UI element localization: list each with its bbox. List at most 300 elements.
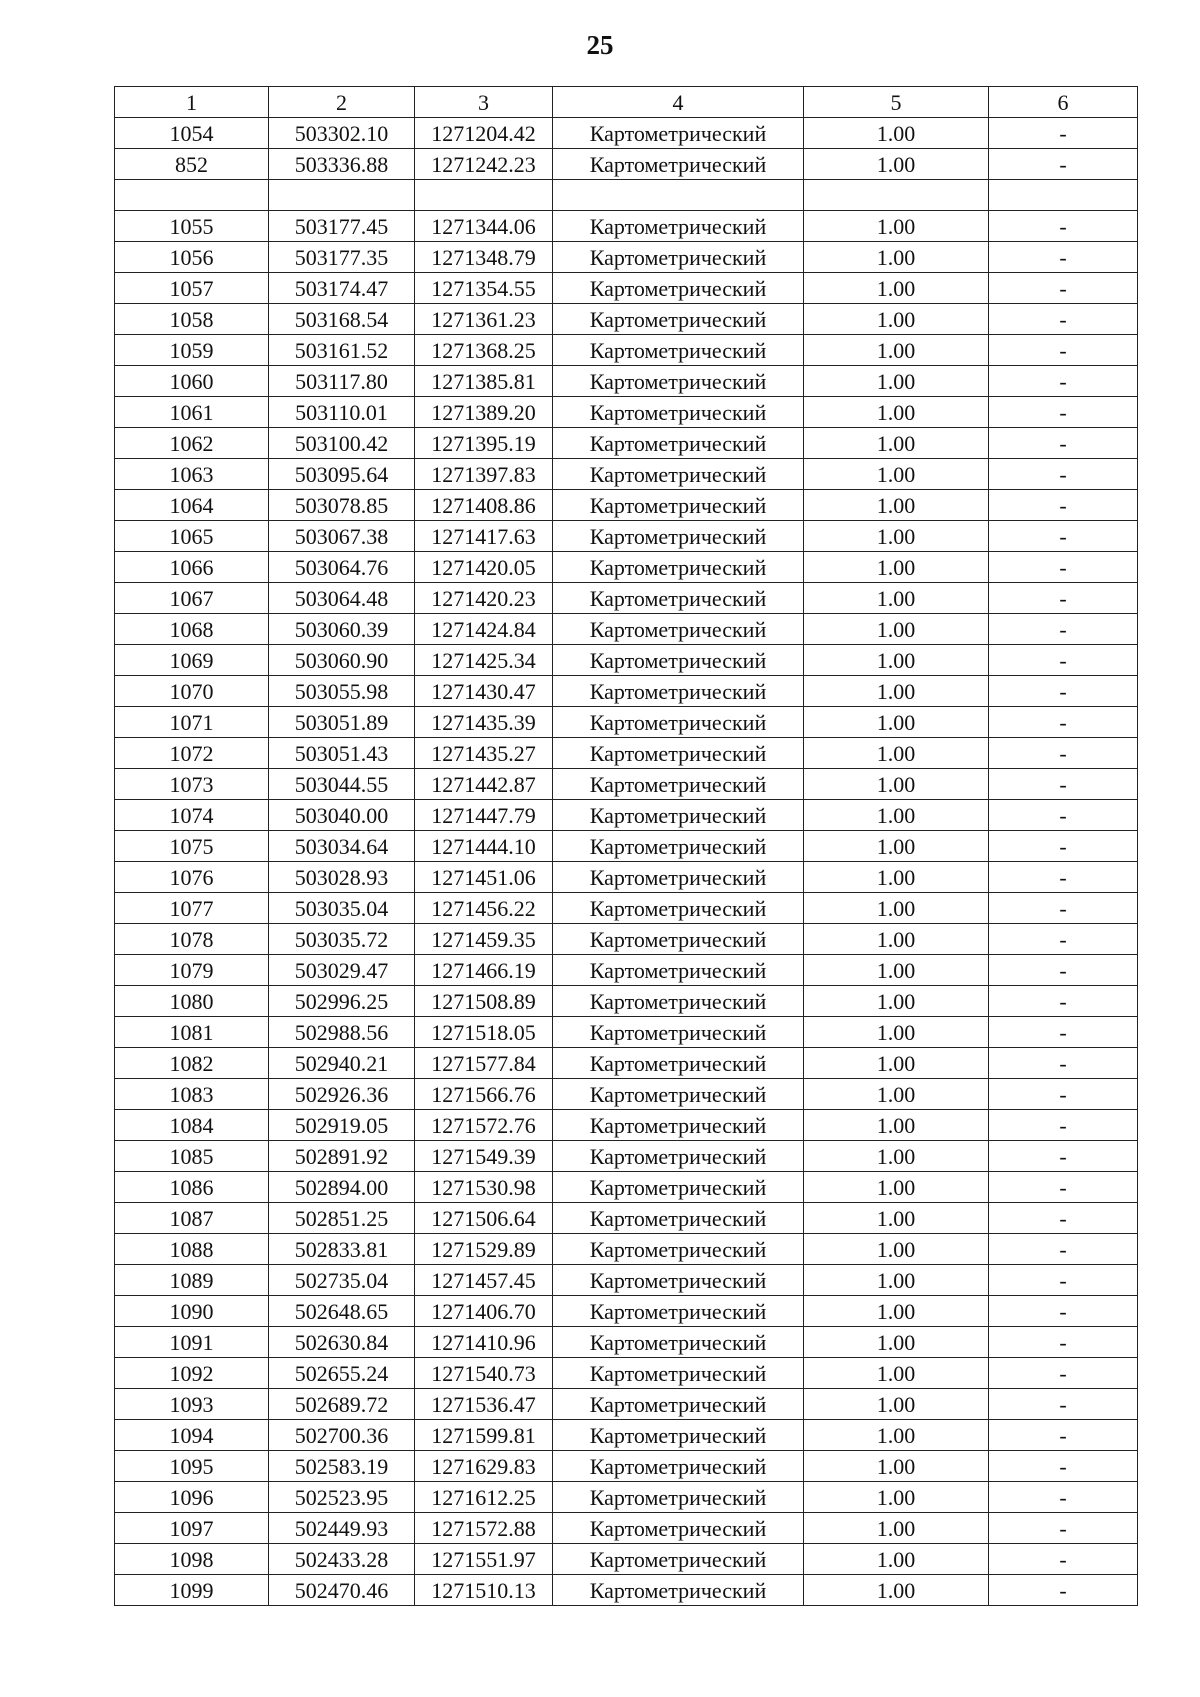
accuracy-cell: 1.00 xyxy=(804,831,989,862)
y-coordinate-cell: 1271506.64 xyxy=(415,1203,553,1234)
table-row xyxy=(115,490,1138,521)
note-cell: - xyxy=(989,800,1138,831)
note-cell: - xyxy=(989,1358,1138,1389)
table-row xyxy=(115,583,1138,614)
note-cell: - xyxy=(989,335,1138,366)
table-row xyxy=(115,1482,1138,1513)
x-coordinate-cell: 503100.42 xyxy=(269,428,415,459)
y-coordinate-cell: 1271395.19 xyxy=(415,428,553,459)
x-coordinate-cell: 502833.81 xyxy=(269,1234,415,1265)
note-cell: - xyxy=(989,397,1138,428)
table-row xyxy=(115,1048,1138,1079)
y-coordinate-cell: 1271459.35 xyxy=(415,924,553,955)
point-number-cell: 1062 xyxy=(115,428,269,459)
method-cell: Картометрический xyxy=(553,769,804,800)
method-cell: Картометрический xyxy=(553,1048,804,1079)
table-row xyxy=(115,676,1138,707)
accuracy-cell: 1.00 xyxy=(804,1389,989,1420)
x-coordinate-cell: 502689.72 xyxy=(269,1389,415,1420)
method-cell: Картометрический xyxy=(553,1389,804,1420)
point-number-cell: 1073 xyxy=(115,769,269,800)
method-cell: Картометрический xyxy=(553,924,804,955)
header-row xyxy=(115,87,1138,118)
point-number-cell: 1089 xyxy=(115,1265,269,1296)
accuracy-cell: 1.00 xyxy=(804,738,989,769)
table-row xyxy=(115,118,1138,149)
x-coordinate-cell: 503064.48 xyxy=(269,583,415,614)
y-coordinate-cell: 1271397.83 xyxy=(415,459,553,490)
accuracy-cell: 1.00 xyxy=(804,1575,989,1606)
accuracy-cell: 1.00 xyxy=(804,1451,989,1482)
accuracy-cell: 1.00 xyxy=(804,1513,989,1544)
point-number-cell: 1072 xyxy=(115,738,269,769)
x-coordinate-cell: 503168.54 xyxy=(269,304,415,335)
table-row xyxy=(115,862,1138,893)
method-cell: Картометрический xyxy=(553,831,804,862)
y-coordinate-cell: 1271430.47 xyxy=(415,676,553,707)
table-header xyxy=(115,87,1138,118)
accuracy-cell: 1.00 xyxy=(804,1048,989,1079)
column-header: 1 xyxy=(115,87,269,118)
x-coordinate-cell: 502433.28 xyxy=(269,1544,415,1575)
table-row xyxy=(115,738,1138,769)
note-cell: - xyxy=(989,583,1138,614)
y-coordinate-cell: 1271368.25 xyxy=(415,335,553,366)
table-row xyxy=(115,800,1138,831)
table-row xyxy=(115,1544,1138,1575)
y-coordinate-cell: 1271577.84 xyxy=(415,1048,553,1079)
note-cell: - xyxy=(989,1327,1138,1358)
accuracy-cell: 1.00 xyxy=(804,273,989,304)
table-row xyxy=(115,397,1138,428)
method-cell: Картометрический xyxy=(553,149,804,180)
note-cell: - xyxy=(989,1482,1138,1513)
note-cell: - xyxy=(989,1203,1138,1234)
note-cell: - xyxy=(989,1451,1138,1482)
accuracy-cell: 1.00 xyxy=(804,490,989,521)
accuracy-cell: 1.00 xyxy=(804,1420,989,1451)
point-number-cell: 1055 xyxy=(115,211,269,242)
accuracy-cell: 1.00 xyxy=(804,149,989,180)
y-coordinate-cell: 1271549.39 xyxy=(415,1141,553,1172)
method-cell: Картометрический xyxy=(553,211,804,242)
method-cell: Картометрический xyxy=(553,955,804,986)
x-coordinate-cell: 502894.00 xyxy=(269,1172,415,1203)
accuracy-cell xyxy=(804,180,989,211)
table-row xyxy=(115,614,1138,645)
y-coordinate-cell: 1271420.23 xyxy=(415,583,553,614)
y-coordinate-cell: 1271447.79 xyxy=(415,800,553,831)
point-number-cell: 1095 xyxy=(115,1451,269,1482)
accuracy-cell: 1.00 xyxy=(804,552,989,583)
point-number-cell: 852 xyxy=(115,149,269,180)
method-cell: Картометрический xyxy=(553,645,804,676)
table-row xyxy=(115,1234,1138,1265)
x-coordinate-cell: 503051.43 xyxy=(269,738,415,769)
point-number-cell xyxy=(115,180,269,211)
y-coordinate-cell: 1271457.45 xyxy=(415,1265,553,1296)
accuracy-cell: 1.00 xyxy=(804,1482,989,1513)
y-coordinate-cell: 1271385.81 xyxy=(415,366,553,397)
point-number-cell: 1088 xyxy=(115,1234,269,1265)
note-cell: - xyxy=(989,149,1138,180)
method-cell xyxy=(553,180,804,211)
y-coordinate-cell: 1271530.98 xyxy=(415,1172,553,1203)
point-number-cell: 1097 xyxy=(115,1513,269,1544)
point-number-cell: 1069 xyxy=(115,645,269,676)
method-cell: Картометрический xyxy=(553,1203,804,1234)
accuracy-cell: 1.00 xyxy=(804,1327,989,1358)
x-coordinate-cell: 502919.05 xyxy=(269,1110,415,1141)
note-cell: - xyxy=(989,211,1138,242)
note-cell: - xyxy=(989,242,1138,273)
column-header: 2 xyxy=(269,87,415,118)
note-cell: - xyxy=(989,428,1138,459)
x-coordinate-cell: 503044.55 xyxy=(269,769,415,800)
note-cell: - xyxy=(989,1513,1138,1544)
x-coordinate-cell: 502523.95 xyxy=(269,1482,415,1513)
note-cell: - xyxy=(989,1234,1138,1265)
y-coordinate-cell: 1271410.96 xyxy=(415,1327,553,1358)
note-cell: - xyxy=(989,986,1138,1017)
method-cell: Картометрический xyxy=(553,862,804,893)
point-number-cell: 1080 xyxy=(115,986,269,1017)
x-coordinate-cell: 503028.93 xyxy=(269,862,415,893)
note-cell: - xyxy=(989,955,1138,986)
table-row xyxy=(115,769,1138,800)
method-cell: Картометрический xyxy=(553,1079,804,1110)
point-number-cell: 1092 xyxy=(115,1358,269,1389)
method-cell: Картометрический xyxy=(553,1017,804,1048)
point-number-cell: 1082 xyxy=(115,1048,269,1079)
table-row xyxy=(115,1172,1138,1203)
table-row xyxy=(115,955,1138,986)
x-coordinate-cell: 503174.47 xyxy=(269,273,415,304)
method-cell: Картометрический xyxy=(553,707,804,738)
note-cell: - xyxy=(989,614,1138,645)
y-coordinate-cell: 1271599.81 xyxy=(415,1420,553,1451)
table-row xyxy=(115,552,1138,583)
method-cell: Картометрический xyxy=(553,676,804,707)
x-coordinate-cell: 503095.64 xyxy=(269,459,415,490)
note-cell: - xyxy=(989,769,1138,800)
method-cell: Картометрический xyxy=(553,428,804,459)
y-coordinate-cell: 1271417.63 xyxy=(415,521,553,552)
y-coordinate-cell xyxy=(415,180,553,211)
method-cell: Картометрический xyxy=(553,1265,804,1296)
x-coordinate-cell: 503040.00 xyxy=(269,800,415,831)
note-cell: - xyxy=(989,1575,1138,1606)
accuracy-cell: 1.00 xyxy=(804,1110,989,1141)
point-number-cell: 1071 xyxy=(115,707,269,738)
table-row xyxy=(115,304,1138,335)
accuracy-cell: 1.00 xyxy=(804,211,989,242)
table-row xyxy=(115,645,1138,676)
note-cell xyxy=(989,180,1138,211)
point-number-cell: 1078 xyxy=(115,924,269,955)
y-coordinate-cell: 1271508.89 xyxy=(415,986,553,1017)
y-coordinate-cell: 1271420.05 xyxy=(415,552,553,583)
note-cell: - xyxy=(989,1079,1138,1110)
point-number-cell: 1099 xyxy=(115,1575,269,1606)
table-row xyxy=(115,1079,1138,1110)
y-coordinate-cell: 1271406.70 xyxy=(415,1296,553,1327)
y-coordinate-cell: 1271424.84 xyxy=(415,614,553,645)
table-row xyxy=(115,1575,1138,1606)
accuracy-cell: 1.00 xyxy=(804,335,989,366)
note-cell: - xyxy=(989,676,1138,707)
note-cell: - xyxy=(989,1017,1138,1048)
x-coordinate-cell: 503302.10 xyxy=(269,118,415,149)
x-coordinate-cell: 503161.52 xyxy=(269,335,415,366)
point-number-cell: 1085 xyxy=(115,1141,269,1172)
note-cell: - xyxy=(989,552,1138,583)
method-cell: Картометрический xyxy=(553,397,804,428)
y-coordinate-cell: 1271425.34 xyxy=(415,645,553,676)
method-cell: Картометрический xyxy=(553,459,804,490)
table-row xyxy=(115,893,1138,924)
x-coordinate-cell: 503034.64 xyxy=(269,831,415,862)
y-coordinate-cell: 1271572.76 xyxy=(415,1110,553,1141)
table-row xyxy=(115,366,1138,397)
table-row xyxy=(115,1420,1138,1451)
method-cell: Картометрический xyxy=(553,242,804,273)
accuracy-cell: 1.00 xyxy=(804,118,989,149)
table-row xyxy=(115,1358,1138,1389)
y-coordinate-cell: 1271572.88 xyxy=(415,1513,553,1544)
table-row xyxy=(115,1296,1138,1327)
method-cell: Картометрический xyxy=(553,1482,804,1513)
point-number-cell: 1084 xyxy=(115,1110,269,1141)
accuracy-cell: 1.00 xyxy=(804,800,989,831)
table-row xyxy=(115,986,1138,1017)
x-coordinate-cell: 503067.38 xyxy=(269,521,415,552)
accuracy-cell: 1.00 xyxy=(804,1017,989,1048)
accuracy-cell: 1.00 xyxy=(804,397,989,428)
x-coordinate-cell: 502630.84 xyxy=(269,1327,415,1358)
accuracy-cell: 1.00 xyxy=(804,1079,989,1110)
point-number-cell: 1087 xyxy=(115,1203,269,1234)
table-row xyxy=(115,1513,1138,1544)
table-row xyxy=(115,1327,1138,1358)
point-number-cell: 1065 xyxy=(115,521,269,552)
method-cell: Картометрический xyxy=(553,1358,804,1389)
method-cell: Картометрический xyxy=(553,1544,804,1575)
accuracy-cell: 1.00 xyxy=(804,583,989,614)
accuracy-cell: 1.00 xyxy=(804,428,989,459)
accuracy-cell: 1.00 xyxy=(804,366,989,397)
x-coordinate-cell: 503177.45 xyxy=(269,211,415,242)
column-header: 6 xyxy=(989,87,1138,118)
table-row xyxy=(115,335,1138,366)
note-cell: - xyxy=(989,118,1138,149)
y-coordinate-cell: 1271451.06 xyxy=(415,862,553,893)
accuracy-cell: 1.00 xyxy=(804,614,989,645)
table-row xyxy=(115,1017,1138,1048)
x-coordinate-cell: 503051.89 xyxy=(269,707,415,738)
column-header: 4 xyxy=(553,87,804,118)
method-cell: Картометрический xyxy=(553,118,804,149)
table-row xyxy=(115,924,1138,955)
accuracy-cell: 1.00 xyxy=(804,986,989,1017)
x-coordinate-cell: 503110.01 xyxy=(269,397,415,428)
y-coordinate-cell: 1271466.19 xyxy=(415,955,553,986)
y-coordinate-cell: 1271456.22 xyxy=(415,893,553,924)
point-number-cell: 1059 xyxy=(115,335,269,366)
x-coordinate-cell: 503177.35 xyxy=(269,242,415,273)
y-coordinate-cell: 1271536.47 xyxy=(415,1389,553,1420)
x-coordinate-cell: 503029.47 xyxy=(269,955,415,986)
table-row xyxy=(115,1141,1138,1172)
y-coordinate-cell: 1271435.27 xyxy=(415,738,553,769)
note-cell: - xyxy=(989,738,1138,769)
x-coordinate-cell: 503055.98 xyxy=(269,676,415,707)
method-cell: Картометрический xyxy=(553,1172,804,1203)
accuracy-cell: 1.00 xyxy=(804,1234,989,1265)
point-number-cell: 1075 xyxy=(115,831,269,862)
accuracy-cell: 1.00 xyxy=(804,304,989,335)
y-coordinate-cell: 1271389.20 xyxy=(415,397,553,428)
point-number-cell: 1054 xyxy=(115,118,269,149)
table-row xyxy=(115,1451,1138,1482)
point-number-cell: 1091 xyxy=(115,1327,269,1358)
point-number-cell: 1081 xyxy=(115,1017,269,1048)
note-cell: - xyxy=(989,521,1138,552)
method-cell: Картометрический xyxy=(553,490,804,521)
accuracy-cell: 1.00 xyxy=(804,645,989,676)
accuracy-cell: 1.00 xyxy=(804,893,989,924)
point-number-cell: 1074 xyxy=(115,800,269,831)
point-number-cell: 1096 xyxy=(115,1482,269,1513)
method-cell: Картометрический xyxy=(553,738,804,769)
y-coordinate-cell: 1271435.39 xyxy=(415,707,553,738)
accuracy-cell: 1.00 xyxy=(804,924,989,955)
x-coordinate-cell: 502996.25 xyxy=(269,986,415,1017)
y-coordinate-cell: 1271242.23 xyxy=(415,149,553,180)
x-coordinate-cell: 503336.88 xyxy=(269,149,415,180)
method-cell: Картометрический xyxy=(553,335,804,366)
point-number-cell: 1098 xyxy=(115,1544,269,1575)
y-coordinate-cell: 1271444.10 xyxy=(415,831,553,862)
point-number-cell: 1077 xyxy=(115,893,269,924)
y-coordinate-cell: 1271442.87 xyxy=(415,769,553,800)
accuracy-cell: 1.00 xyxy=(804,1265,989,1296)
accuracy-cell: 1.00 xyxy=(804,769,989,800)
method-cell: Картометрический xyxy=(553,366,804,397)
y-coordinate-cell: 1271529.89 xyxy=(415,1234,553,1265)
x-coordinate-cell: 502449.93 xyxy=(269,1513,415,1544)
x-coordinate-cell: 503035.72 xyxy=(269,924,415,955)
y-coordinate-cell: 1271566.76 xyxy=(415,1079,553,1110)
x-coordinate-cell xyxy=(269,180,415,211)
y-coordinate-cell: 1271510.13 xyxy=(415,1575,553,1606)
note-cell: - xyxy=(989,1544,1138,1575)
table-row xyxy=(115,1265,1138,1296)
note-cell: - xyxy=(989,645,1138,676)
column-header: 3 xyxy=(415,87,553,118)
x-coordinate-cell: 502988.56 xyxy=(269,1017,415,1048)
column-header: 5 xyxy=(804,87,989,118)
note-cell: - xyxy=(989,893,1138,924)
point-number-cell: 1093 xyxy=(115,1389,269,1420)
note-cell: - xyxy=(989,273,1138,304)
table-row xyxy=(115,211,1138,242)
table-row xyxy=(115,831,1138,862)
table-row xyxy=(115,428,1138,459)
y-coordinate-cell: 1271612.25 xyxy=(415,1482,553,1513)
note-cell: - xyxy=(989,1265,1138,1296)
point-number-cell: 1061 xyxy=(115,397,269,428)
note-cell: - xyxy=(989,1172,1138,1203)
coordinates-table xyxy=(114,86,1138,1606)
accuracy-cell: 1.00 xyxy=(804,1141,989,1172)
table-row xyxy=(115,273,1138,304)
method-cell: Картометрический xyxy=(553,1141,804,1172)
accuracy-cell: 1.00 xyxy=(804,521,989,552)
point-number-cell: 1094 xyxy=(115,1420,269,1451)
y-coordinate-cell: 1271204.42 xyxy=(415,118,553,149)
x-coordinate-cell: 502891.92 xyxy=(269,1141,415,1172)
note-cell: - xyxy=(989,1420,1138,1451)
x-coordinate-cell: 502655.24 xyxy=(269,1358,415,1389)
x-coordinate-cell: 502851.25 xyxy=(269,1203,415,1234)
table-row xyxy=(115,1110,1138,1141)
note-cell: - xyxy=(989,862,1138,893)
point-number-cell: 1060 xyxy=(115,366,269,397)
note-cell: - xyxy=(989,1141,1138,1172)
x-coordinate-cell: 502583.19 xyxy=(269,1451,415,1482)
x-coordinate-cell: 503117.80 xyxy=(269,366,415,397)
y-coordinate-cell: 1271629.83 xyxy=(415,1451,553,1482)
point-number-cell: 1058 xyxy=(115,304,269,335)
point-number-cell: 1079 xyxy=(115,955,269,986)
note-cell: - xyxy=(989,459,1138,490)
method-cell: Картометрический xyxy=(553,273,804,304)
method-cell: Картометрический xyxy=(553,552,804,583)
note-cell: - xyxy=(989,924,1138,955)
point-number-cell: 1083 xyxy=(115,1079,269,1110)
note-cell: - xyxy=(989,831,1138,862)
table-row xyxy=(115,180,1138,211)
point-number-cell: 1090 xyxy=(115,1296,269,1327)
x-coordinate-cell: 503060.90 xyxy=(269,645,415,676)
accuracy-cell: 1.00 xyxy=(804,1296,989,1327)
accuracy-cell: 1.00 xyxy=(804,1172,989,1203)
method-cell: Картометрический xyxy=(553,583,804,614)
accuracy-cell: 1.00 xyxy=(804,1203,989,1234)
x-coordinate-cell: 502926.36 xyxy=(269,1079,415,1110)
x-coordinate-cell: 502648.65 xyxy=(269,1296,415,1327)
table-row xyxy=(115,521,1138,552)
y-coordinate-cell: 1271354.55 xyxy=(415,273,553,304)
method-cell: Картометрический xyxy=(553,893,804,924)
point-number-cell: 1056 xyxy=(115,242,269,273)
x-coordinate-cell: 503078.85 xyxy=(269,490,415,521)
note-cell: - xyxy=(989,1389,1138,1420)
point-number-cell: 1068 xyxy=(115,614,269,645)
accuracy-cell: 1.00 xyxy=(804,862,989,893)
note-cell: - xyxy=(989,1296,1138,1327)
method-cell: Картометрический xyxy=(553,1234,804,1265)
y-coordinate-cell: 1271408.86 xyxy=(415,490,553,521)
point-number-cell: 1066 xyxy=(115,552,269,583)
method-cell: Картометрический xyxy=(553,1575,804,1606)
method-cell: Картометрический xyxy=(553,1327,804,1358)
table-row xyxy=(115,149,1138,180)
note-cell: - xyxy=(989,1110,1138,1141)
method-cell: Картометрический xyxy=(553,614,804,645)
point-number-cell: 1070 xyxy=(115,676,269,707)
